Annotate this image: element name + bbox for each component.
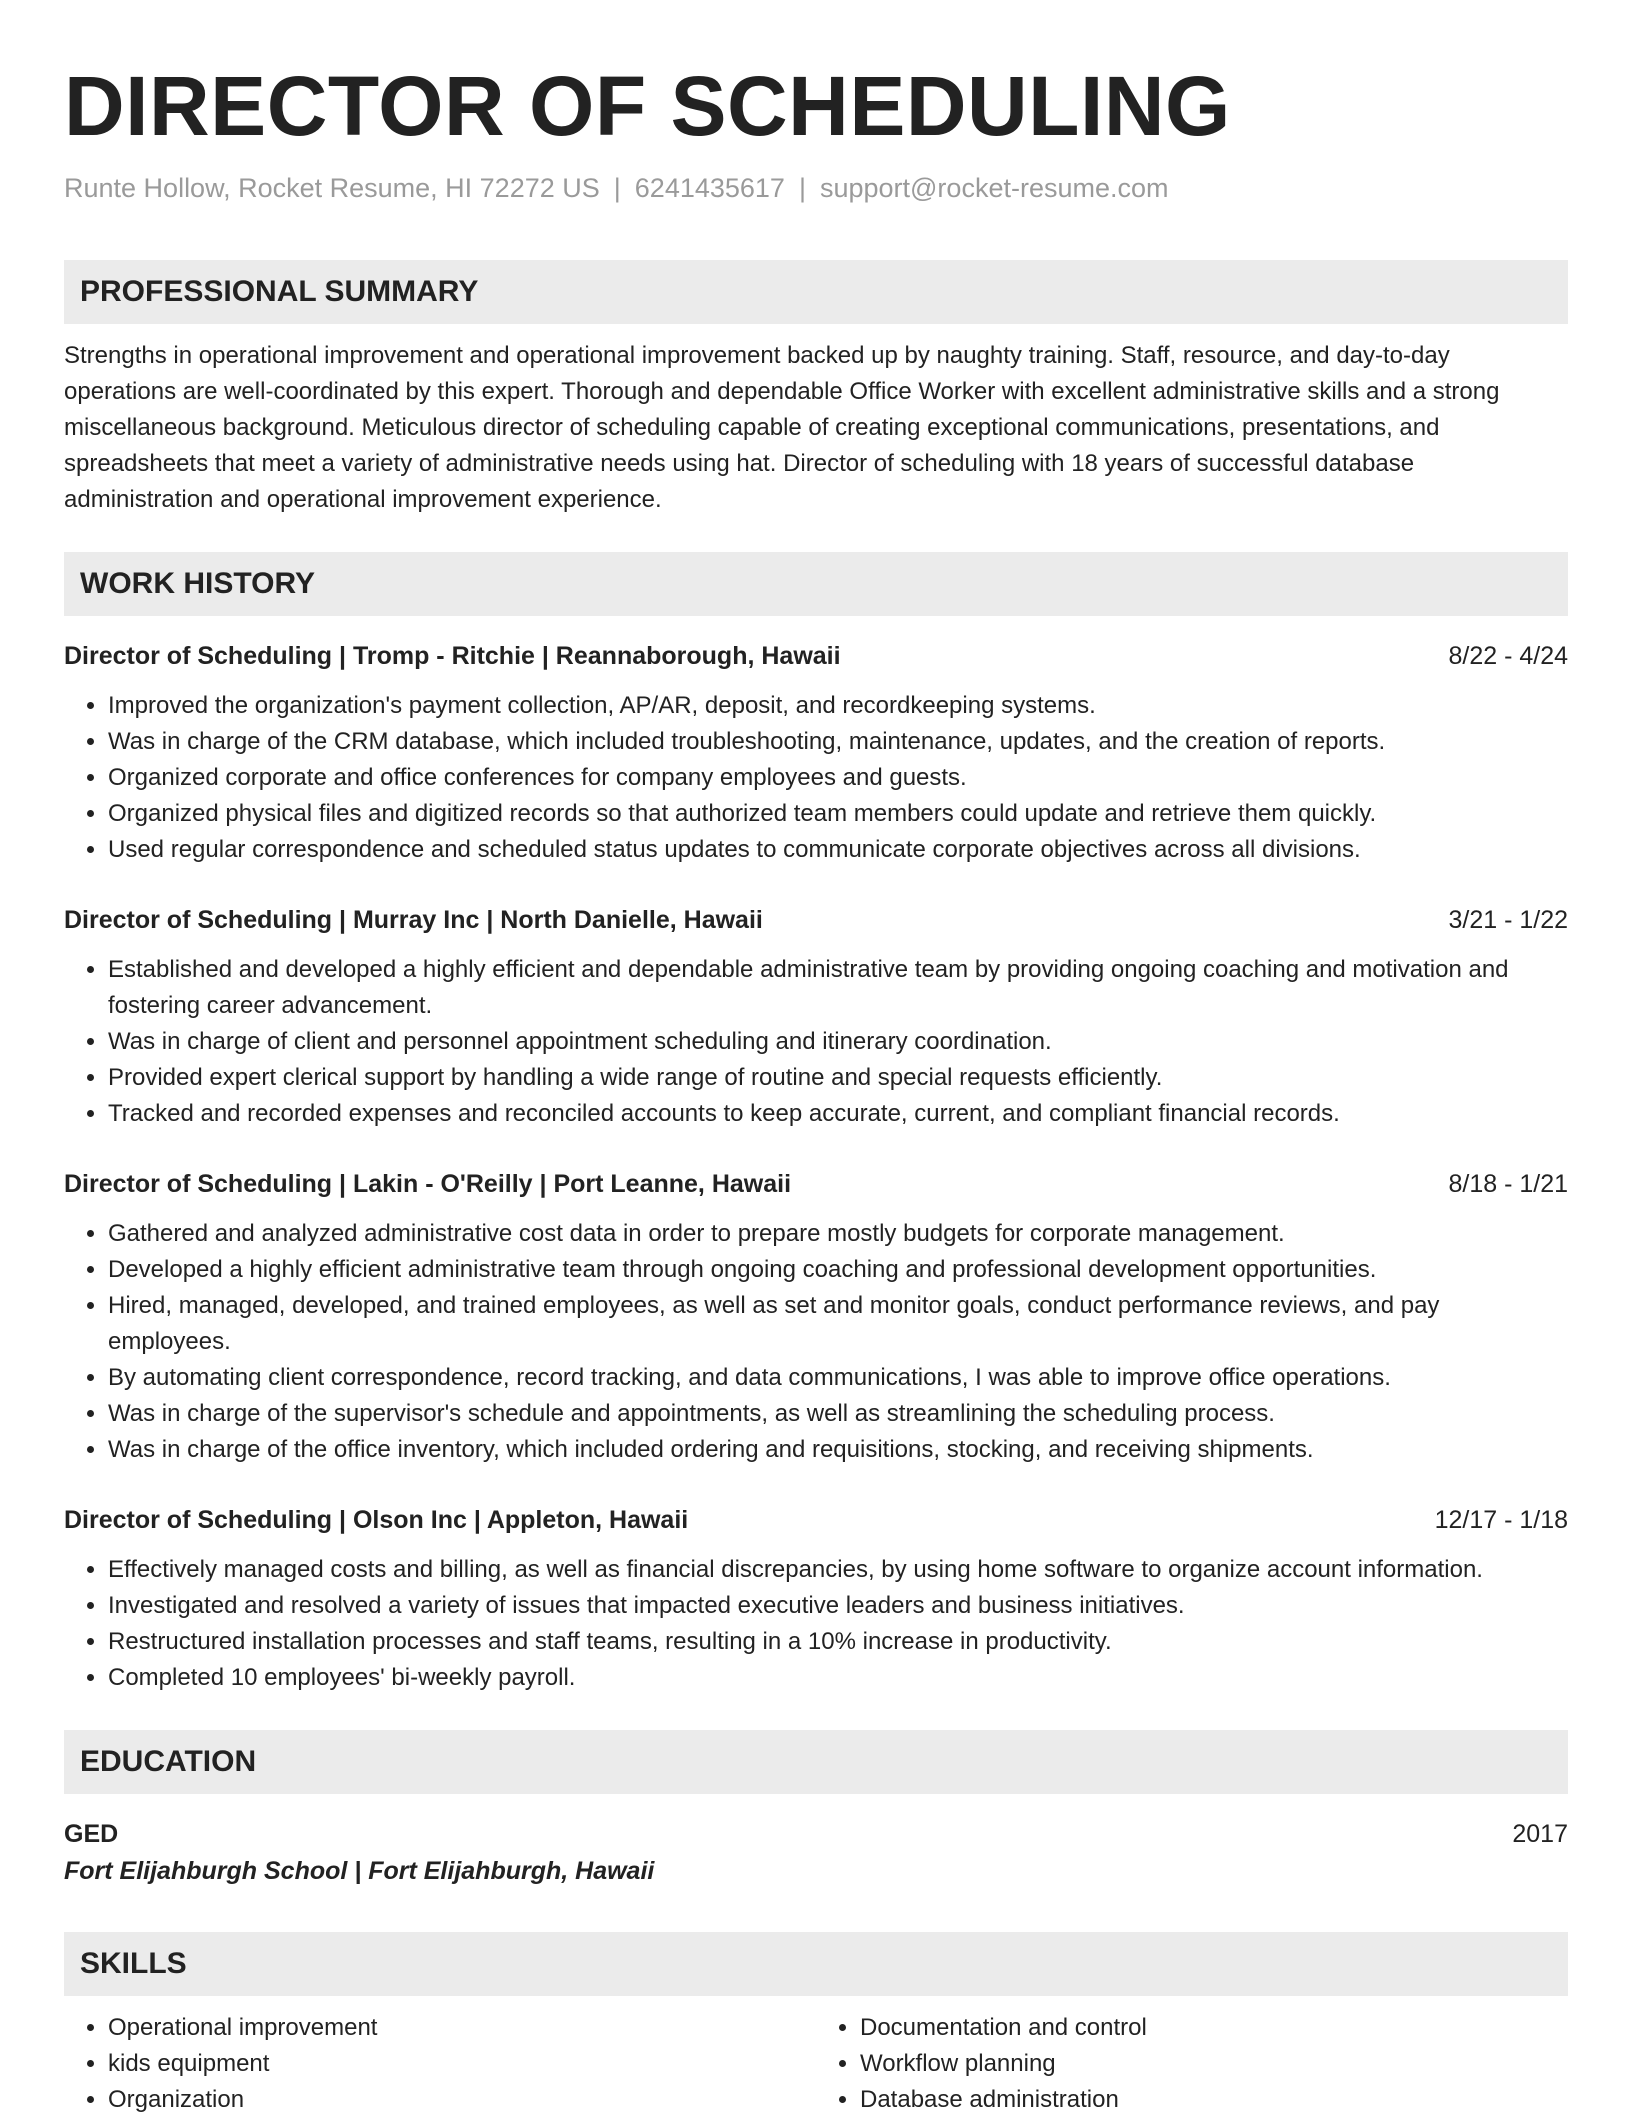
job-header [64,1160,1568,1202]
skill-item: • kids equipment [108,2046,816,2082]
education-year: 2017 [1512,1820,1568,1848]
skill-item: • Database administration [860,2082,1568,2112]
contact-separator: | [613,173,621,203]
section-heading-skills: SKILLS [64,1932,1568,1996]
job-bullet: • Was in charge of the office inventory, which included ordering and requisitions, stocking, and receiving shipments. [108,1432,1568,1468]
job-bullet: • Provided expert clerical support by handling a wide range of routine and special requests efficiently. [108,1060,1568,1096]
job-bullet: • Gathered and analyzed administrative cost data in order to prepare mostly budgets for corporate management. [108,1216,1568,1252]
skills-list [64,2010,1568,2112]
job-bullets [64,1216,1568,1468]
contact-email: support@rocket-resume.com [819,173,1169,203]
section-heading-summary: PROFESSIONAL SUMMARY [64,260,1568,324]
education-entry [64,1810,1568,1890]
resume-name: DIRECTOR OF SCHEDULING [64,59,1231,153]
job-bullet: • Restructured installation processes and staff teams, resulting in a 10% increase in productivity. [108,1624,1568,1660]
job-bullets [64,688,1568,868]
contact-address: Runte Hollow, Rocket Resume, HI 72272 US [64,173,600,203]
job-dates: 8/18 - 1/21 [1448,1170,1568,1198]
skills-column-right [816,2010,1568,2112]
job-dates: 8/22 - 4/24 [1448,642,1568,670]
contact-phone: 6241435617 [634,173,785,203]
job-bullet: • Was in charge of client and personnel appointment scheduling and itinerary coordination. [108,1024,1568,1060]
job-bullet: • Used regular correspondence and scheduled status updates to communicate corporate objectives across all divisions. [108,832,1568,868]
skill-item: • Documentation and control [860,2010,1568,2046]
job-title: Director of Scheduling | Lakin - O'Reilly | Port Leanne, Hawaii [64,1170,792,1198]
job-bullet: • Hired, managed, developed, and trained employees, as well as set and monitor goals, conduct performance reviews, and pay employees. [108,1288,1568,1360]
job-title: Director of Scheduling | Murray Inc | North Danielle, Hawaii [64,906,763,934]
contact-separator: | [798,173,806,203]
job-entry [64,632,1568,868]
skills-column-left [64,2010,816,2112]
skill-item: • Operational improvement [108,2010,816,2046]
job-bullet: • Organized physical files and digitized records so that authorized team members could update and retrieve them quickly. [108,796,1568,832]
section-heading-work-history: WORK HISTORY [64,552,1568,616]
job-bullet: • Investigated and resolved a variety of issues that impacted executive leaders and business initiatives. [108,1588,1568,1624]
job-bullet: • Effectively managed costs and billing, as well as financial discrepancies, by using home software to organize account information. [108,1552,1568,1588]
education-header [64,1810,1568,1852]
job-header [64,896,1568,938]
job-bullet: • Was in charge of the CRM database, which included troubleshooting, maintenance, updates, and the creation of reports. [108,724,1568,760]
job-entry [64,1496,1568,1696]
job-dates: 12/17 - 1/18 [1434,1506,1568,1534]
job-bullet: • Organized corporate and office conferences for company employees and guests. [108,760,1568,796]
job-bullets [64,952,1568,1132]
education-degree: GED [64,1820,119,1848]
job-title: Director of Scheduling | Olson Inc | Appleton, Hawaii [64,1506,689,1534]
job-bullet: • Established and developed a highly efficient and dependable administrative team by providing ongoing coaching and motivation and fostering career advancement. [108,952,1568,1024]
skill-item: • Workflow planning [860,2046,1568,2082]
job-bullet: • Improved the organization's payment collection, AP/AR, deposit, and recordkeeping systems. [108,688,1568,724]
job-bullet: • By automating client correspondence, record tracking, and data communications, I was able to improve office operations. [108,1360,1568,1396]
job-header [64,632,1568,674]
job-title: Director of Scheduling | Tromp - Ritchie | Reannaborough, Hawaii [64,642,841,670]
education-school: Fort Elijahburgh School | Fort Elijahburgh, Hawaii [64,1857,655,1885]
job-entry [64,896,1568,1132]
job-bullet: • Was in charge of the supervisor's schedule and appointments, as well as streamlining the scheduling process. [108,1396,1568,1432]
job-bullet: • Tracked and recorded expenses and reconciled accounts to keep accurate, current, and compliant financial records. [108,1096,1568,1132]
job-bullets [64,1552,1568,1696]
job-header [64,1496,1568,1538]
skill-item: • Organization [108,2082,816,2112]
section-heading-education: EDUCATION [64,1730,1568,1794]
job-entry [64,1160,1568,1468]
summary-text: Strengths in operational improvement and operational improvement backed up by naughty training. Staff, resource, and day-to-day operations are well-coordinated by this expert. Thorough and dependable Office Worker with excellent administrative skills and a strong miscellaneous background. Meticulous director of scheduling capable of creating exceptional communications, presentations, and spreadsheets that meet a variety of administrative needs using hat. Director of scheduling with 18 years of successful database administration and operational improvement experience. [64,342,1500,513]
contact-line [64,168,1568,208]
job-bullet: • Completed 10 employees' bi-weekly payroll. [108,1660,1568,1696]
job-bullet: • Developed a highly efficient administrative team through ongoing coaching and professional development opportunities. [108,1252,1568,1288]
job-dates: 3/21 - 1/22 [1448,906,1568,934]
